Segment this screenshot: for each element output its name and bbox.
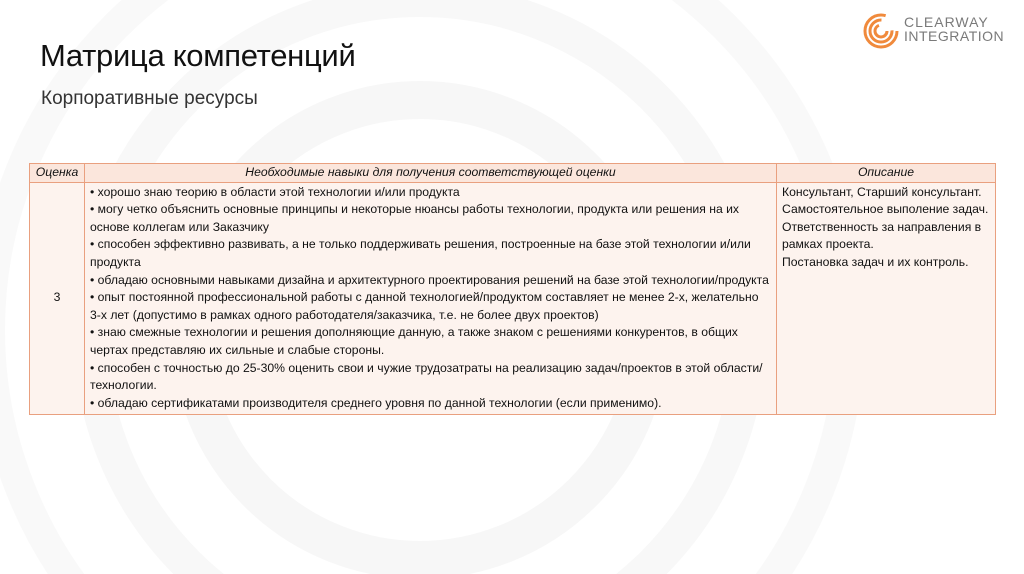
page-title: Матрица компетенций <box>40 38 356 73</box>
header-grade: Оценка <box>30 164 85 183</box>
logo-line-1: CLEARWAY <box>904 14 989 30</box>
table-header-row <box>30 164 996 183</box>
description-item: Ответственность за направления в рамках проекта. <box>782 219 982 252</box>
competency-matrix-table <box>29 163 996 415</box>
skill-item: • обладаю основными навыками дизайна и архитектурного проектирования решений на базе этой технологии/продукта <box>90 272 769 287</box>
skill-item: • обладаю сертификатами производителя среднего уровня по данной технологии (если применимо). <box>90 395 662 410</box>
header-skills: Необходимые навыки для получения соответствующей оценки <box>85 164 777 183</box>
skill-item: • могу четко объяснить основные принципы и некоторые нюансы работы технологии, продукта или решения на их основе коллегам или Заказчику <box>90 202 740 234</box>
skills-cell <box>85 182 777 415</box>
skill-item: • способен с точностью до 25-30% оценить свои и чужие трудозатраты на реализацию задач/проектов в этой области/технологии. <box>90 360 763 393</box>
skill-item: • хорошо знаю теорию в области этой технологии и/или продукта <box>90 184 460 199</box>
clearway-logo-icon <box>862 11 902 51</box>
clearway-logo <box>862 11 1012 51</box>
description-item: Самостоятельное выполение задач. <box>782 202 989 217</box>
skill-item: • способен эффективно развивать, а не только поддерживать решения, построенные на базе этой технологии и/или продукта <box>90 237 751 269</box>
grade-cell: 3 <box>30 182 85 415</box>
description-item: Консультант, Старший консультант. <box>782 184 982 199</box>
skill-item: • опыт постоянной профессиональной работы с данной технологией/продуктом составляет не менее 2-х, желательно 3-х лет (допустимо в рамках одного работодателя/заказчика, т.е. не более двух проектов) <box>90 290 759 322</box>
table-row <box>30 182 996 415</box>
description-cell <box>777 182 996 415</box>
page-subtitle: Корпоративные ресурсы <box>41 88 258 109</box>
description-item: Постановка задач и их контроль. <box>782 254 969 269</box>
logo-line-2: INTEGRATION <box>904 28 1005 44</box>
header-description: Описание <box>777 164 996 183</box>
skill-item: • знаю смежные технологии и решения дополняющие данную, а также знаком с решениями конкурентов, в общих чертах представляю их сильные и слабые стороны. <box>90 325 738 357</box>
